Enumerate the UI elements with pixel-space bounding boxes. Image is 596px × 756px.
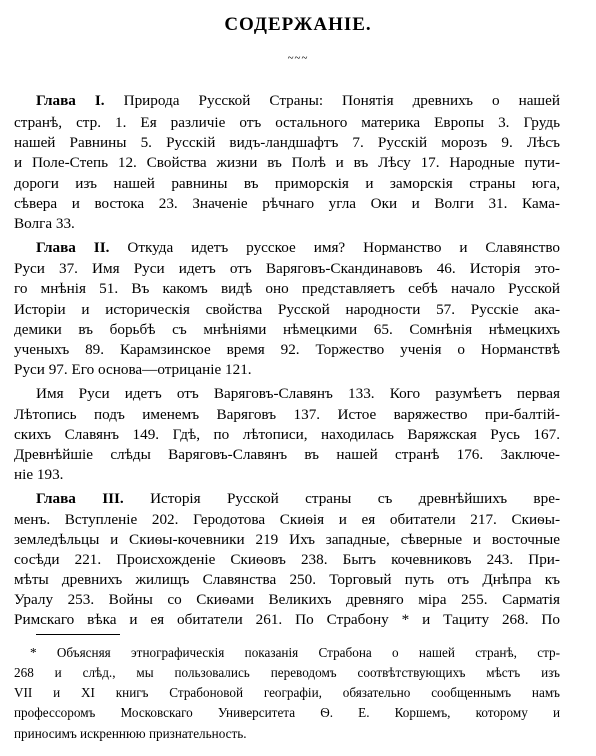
chapter-2-line-4: Исторіи и историческія свойства Русской народности 57. Русскіе ака- [14, 301, 560, 318]
chapter-2-line-1: Глава II. Откуда идетъ русское имя? Норманство и Славянство [36, 239, 561, 256]
chapter-1-line-1: Глава I. Природа Русской Страны: Понятія древнихъ о нашей [36, 92, 560, 109]
continuation-line-2: Лѣтопись подъ именемъ Варяговъ 137. Истое варяжество при-балтій- [14, 406, 560, 423]
chapter-2-line-6: ученыхъ 89. Карамзинское время 92. Торжество ученія о Норманствѣ [14, 341, 560, 358]
footnote-line-4: профессоромъ Московскаго Университета Ѳ. Е. Коршемъ, которому и [14, 705, 560, 720]
chapter-1-line-6: сѣвера и востока 23. Значеніе рѣчнаго угла Оки и Волги 31. Кама- [14, 195, 560, 212]
chapter-3-line-5: мѣты древнихъ жилищъ Славянства 250. Торговый путь отъ Днѣпра къ [14, 571, 560, 588]
chapter-3-line-4: сосѣди 221. Происхожденіе Скиѳовъ 238. Бытъ кочевниковъ 243. При- [14, 551, 560, 568]
chapter-2-label: Глава II. [36, 239, 110, 256]
chapter-2-line-2: Руси 37. Имя Руси идетъ отъ Варяговъ-Скандинавовъ 46. Исторія это- [14, 260, 560, 277]
footnote-line-3: VII и XI книгъ Страбоновой географіи, обязательно сообщеннымъ намъ [14, 685, 560, 700]
page-title: СОДЕРЖАНІЕ. [224, 14, 372, 35]
chapter-2-line-5: демики въ борьбѣ съ мнѣніями нѣмецкими 65. Сомнѣнія нѣмецкихъ [14, 321, 560, 338]
chapter-1-line-4: и Поле-Степь 12. Свойства жизни въ Полѣ и въ Лѣсу 17. Народные пути- [14, 154, 560, 171]
chapter-1-line-7: Волга 33. [14, 215, 75, 232]
chapter-1-label: Глава I. [36, 92, 105, 109]
chapter-3-line-2: менъ. Вступленіе 202. Геродотова Скиѳія и ея обитатели 217. Скиѳы- [14, 511, 560, 528]
continuation-line-5: ніе 193. [14, 466, 64, 483]
footnote-line-2: 268 и слѣд., мы пользовались переводомъ соотвѣтствующихъ мѣстъ изъ [14, 665, 560, 680]
chapter-1-line-2: странѣ, стр. 1. Ея различіе отъ остального материка Европы 3. Грудь [14, 114, 560, 131]
chapter-2-line-7: Руси 97. Его основа—отрицаніе 121. [14, 361, 252, 378]
chapter-3-label: Глава III. [36, 490, 124, 507]
continuation-line-4: Древнѣйшіе слѣды Варяговъ-Славянъ въ нашей странѣ 176. Заключе- [14, 446, 560, 463]
chapter-1-line-3: нашей Равнины 5. Русскій видъ-ландшафтъ 7. Русскій морозъ 9. Лѣсъ [14, 134, 560, 151]
chapter-3-line-7: Римскаго вѣка и ея обитатели 261. По Страбону * и Тациту 268. По [14, 611, 560, 628]
chapter-2-line-3: го мнѣнія 51. Въ какомъ видѣ оно представляетъ себѣ начало Русской [14, 280, 560, 297]
chapter-3-line-1: Глава III. Исторія Русской страны съ древнѣйшихъ вре- [36, 490, 560, 507]
chapter-3-line-6: Уралу 253. Войны со Скиѳами Великихъ древняго міра 255. Сарматія [14, 591, 560, 608]
footnote-rule [36, 634, 120, 635]
chapter-3-line-3: земледѣльцы и Скиѳы-кочевники 219 Ихъ западные, сѣверные и восточные [14, 531, 560, 548]
ornament-divider: ~~~ [287, 52, 309, 64]
footnote-line-5: приносимъ искреннюю признательность. [14, 726, 247, 741]
footnote-line-1: * Объясняя этнографическія показанія Страбона о нашей странѣ, стр- [30, 645, 560, 660]
continuation-line-3: скихъ Славянъ 149. Гдѣ, по лѣтописи, находилась Варяжская Русь 167. [14, 426, 560, 443]
continuation-line-1: Имя Руси идетъ отъ Варяговъ-Славянъ 133. Кого разумѣетъ первая [36, 385, 560, 402]
chapter-1-line-5: дороги изъ нашей равнины въ приморскія и заморскія страны юга, [14, 175, 560, 192]
